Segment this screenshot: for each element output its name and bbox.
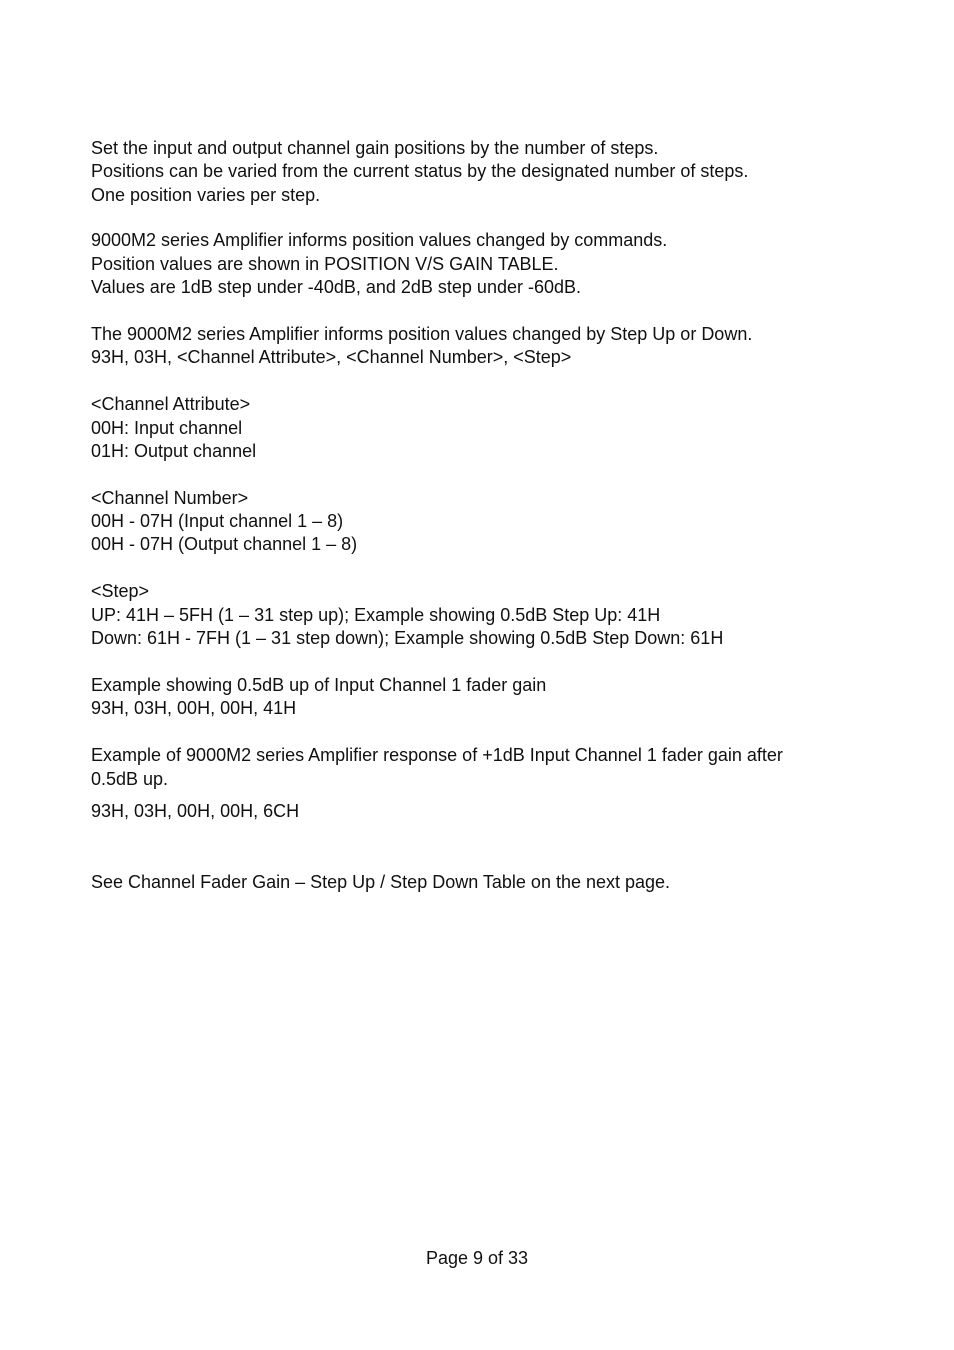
info-line-2: Position values are shown in POSITION V/S GAIN TABLE. xyxy=(91,254,559,274)
channel-number-item: 00H - 07H (Output channel 1 – 8) xyxy=(91,534,358,554)
info-line-1: 9000M2 series Amplifier informs position values changed by commands. xyxy=(91,230,668,250)
see-also-note: See Channel Fader Gain – Step Up / Step Down Table on the next page. xyxy=(91,872,671,892)
intro-line-2: Positions can be varied from the current status by the designated number of steps. xyxy=(91,161,749,181)
channel-attribute-item: 01H: Output channel xyxy=(91,441,257,461)
example-1-command: 93H, 03H, 00H, 00H, 41H xyxy=(91,698,297,718)
step-item: UP: 41H – 5FH (1 – 31 step up); Example showing 0.5dB Step Up: 41H xyxy=(91,605,661,625)
page-number: Page 9 of 33 xyxy=(425,1248,529,1268)
info-line-3: Values are 1dB step under -40dB, and 2dB step under -60dB. xyxy=(91,277,581,297)
example-2-description-cont: 0.5dB up. xyxy=(91,769,169,789)
channel-number-item: 00H - 07H (Input channel 1 – 8) xyxy=(91,511,344,531)
channel-number-heading: <Channel Number> xyxy=(91,488,249,508)
step-item: Down: 61H - 7FH (1 – 31 step down); Example showing 0.5dB Step Down: 61H xyxy=(91,628,724,648)
example-2-description: Example of 9000M2 series Amplifier response of +1dB Input Channel 1 fader gain after xyxy=(91,745,783,765)
example-1-description: Example showing 0.5dB up of Input Channel 1 fader gain xyxy=(91,675,547,695)
intro-line-1: Set the input and output channel gain positions by the number of steps. xyxy=(91,138,659,158)
format-line-1: The 9000M2 series Amplifier informs position values changed by Step Up or Down. xyxy=(91,324,753,344)
intro-line-3: One position varies per step. xyxy=(91,185,321,205)
channel-attribute-item: 00H: Input channel xyxy=(91,418,243,438)
channel-attribute-heading: <Channel Attribute> xyxy=(91,394,251,414)
command-format: 93H, 03H, <Channel Attribute>, <Channel Number>, <Step> xyxy=(91,347,572,367)
step-heading: <Step> xyxy=(91,581,150,601)
example-2-command: 93H, 03H, 00H, 00H, 6CH xyxy=(91,801,300,821)
